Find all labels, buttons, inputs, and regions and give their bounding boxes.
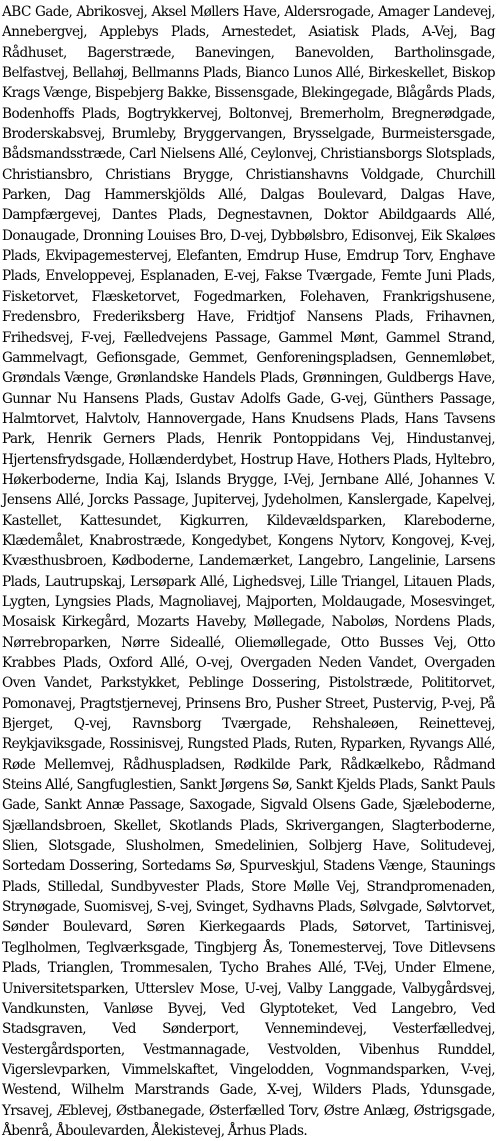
street-name-list: ABC Gade, Abrikosvej, Aksel Møllers Have, Aldersrogade, Amager Landevej, Annebergvej, Applebys Plads, Arnestedet, Asiatisk Plads, A-Vej, Bag Rådhuset, Bagerstræde, Banevingen, Banevolden, Bartholinsgade, Belfastvej, Bellahøj, Bellmanns Plads, Bianco Lunos Allé, Birkeskellet, Biskop Krags Vænge, Bispebjerg Bakke, Bissensgade, Blekingegade, Blågårds Plads, Bodenhoffs Plads, Bogtrykkervej, Boltonvej, Bremerholm, Bregnerødgade, Broderskabsvej, Brumleby, Bryggervangen, Brysselgade, Burmeistersgade, Bådsmandsstræde, Carl Nielsens Allé, Ceylonvej, Christiansborgs Slotsplads, Christiansbro, Christians Brygge, Christianshavns Voldgade, Churchill Parken, Dag Hammerskjölds Allé, Dalgas Boulevard, Dalgas Have, Dampfærgevej, Dantes Plads, Degnestavnen, Doktor Abildgaards Allé, Donaugade, Dronning Louises Bro, D-vej, Dybbølsbro, Edisonvej, Eik Skaløes Plads, Ekvipagemestervej, Elefanten, Emdrup Huse, Emdrup Torv, Enghave Plads, Enveloppevej, Esplanaden, E-vej, Fakse Tværgade, Femte Juni Plads, Fisketorvet, Flæsketorvet, Fogedmarken, Folehaven, Frankrigshusene, Fredensbro, Frederiksberg Have, Fridtjof Nansens Plads, Frihavnen, Frihedsvej, F-vej, Fælledvejens Passage, Gammel Mønt, Gammel Strand, Gammelvagt, Gefionsgade, Gemmet, Genforeningspladsen, Gennemløbet, Grøndals Vænge, Grønlandske Handels Plads, Grønningen, Guldbergs Have, Gunnar Nu Hansens Plads, Gustav Adolfs Gade, G-vej, Günthers Passage, Halmtorvet, Halvtolv, Hannovergade, Hans Knudsens Plads, Hans Tavsens Park, Henrik Gerners Plads, Henrik Pontoppidans Vej, Hindustanvej, Hjertensfrydsgade, Hollænderdybet, Hostrup Have, Hothers Plads, Hyltebro, Høkerboderne, India Kaj, Islands Brygge, I-Vej, Jernbane Allé, Johannes V. Jensens Allé, Jorcks Passage, Jupitervej, Jydeholmen, Kanslergade, Kapelvej, Kastellet, Kattesundet, Kigkurren, Kildevældsparken, Klareboderne, Klædemålet, Knabrostræde, Kongedybet, Kongens Nytorv, Kongovej, K-vej, Kvæsthusbroen, Kødboderne, Landemærket, Langebro, Langelinie, Larsens Plads, Lautrupskaj, Lersøpark Allé, Lighedsvej, Lille Triangel, Litauen Plads, Lygten, Lyngsies Plads, Magnoliavej, Majporten, Moldaugade, Mosesvinget, Mosaisk Kirkegård, Mozarts Haveby, Møllegade, Naboløs, Nordens Plads, Nørrebroparken, Nørre Sideallé, Oliemøllegade, Otto Busses Vej, Otto Krabbes Plads, Oxford Allé, O-vej, Overgaden Neden Vandet, Overgaden Oven Vandet, Parkstykket, Peblinge Dossering, Pistolstræde, Polititorvet, Pomonavej, Pragtstjernevej, Prinsens Bro, Pusher Street, Pustervig, P-vej, På Bjerget, Q-vej, Ravnsborg Tværgade, Rehshaleøen, Reinettevej, Reykjaviksgade, Rossinisvej, Rungsted Plads, Ruten, Ryparken, Ryvangs Allé, Røde Mellemvej, Rådhuspladsen, Rødkilde Park, Rådkælkebo, Rådmand Steins Allé, Sangfuglestien, Sankt Jørgens Sø, Sankt Kjelds Plads, Sankt Pauls Gade, Sankt Annæ Passage, Saxogade, Sigvald Olsens Gade, Sjæleboderne, Sjællandsbroen, Skellet, Skotlands Plads, Skrivergangen, Slagterboderne, Slien, Slotsgade, Slusholmen, Smedelinien, Solbjerg Have, Solitudevej, Sortedam Dossering, Sortedams Sø, Spurveskjul, Stadens Vænge, Staunings Plads, Stilledal, Sundbyvester Plads, Store Mølle Vej, Strandpromenaden, Strynøgade, Suomisvej, S-vej, Svinget, Sydhavns Plads, Sølvgade, Sølvtorvet, Sønder Boulevard, Søren Kierkegaards Plads, Søtorvet, Tartinisvej, Teglholmen, Teglværksgade, Tingbjerg Ås, Tonemestervej, Tove Ditlevsens Plads, Trianglen, Trommesalen, Tycho Brahes Allé, T-Vej, Under Elmene, Universitetsparken, Utterslev Mose, U-vej, Valby Langgade, Valbygårdsvej, Vandkunsten, Vanløse Byvej, Ved Glyptoteket, Ved Langebro, Ved Stadsgraven, Ved Sønderport, Vennemindevej, Vesterfælledvej, Vestergårdsporten, Vestmannagade, Vestvolden, Vibenhus Runddel, Vigerslevparken, Vimmelskaftet, Vingelodden, Vognmandsparken, V-vej, Westend, Wilhelm Marstrands Gade, X-vej, Wilders Plads, Ydunsgade, Yrsavej, Æblevej, Østbanegade, Østerfælled Torv, Østre Anlæg, Østrigsgade, Åbenrå, Åboulevarden, Ålekistevej, Århus Plads. <box>2 4 495 1139</box>
